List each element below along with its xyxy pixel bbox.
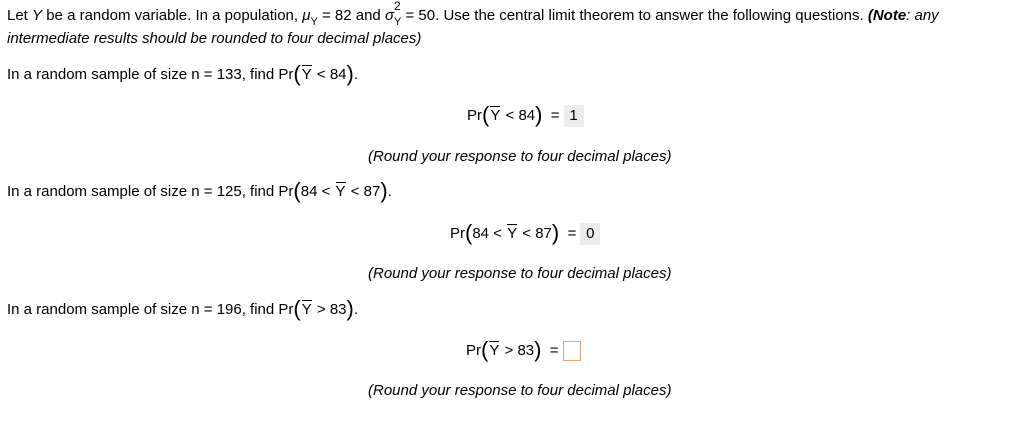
question-1-expr-after: < 84 [312,66,347,83]
problem-statement [7,0,1017,50]
question-1: In a random sample of size n = 133, find Pr(Y < 84). [7,61,359,86]
intro-text-1: Let [7,7,33,24]
question-3-prompt: In a random sample of size n = 196, find Pr [7,301,294,318]
question-2-prompt: In a random sample of size n = 125, find Pr [7,183,294,200]
sigma-char: σ [384,7,394,24]
answer-2-expr-after: < 87 [518,225,552,242]
ybar-symbol: Y [490,107,501,124]
round-note-1: (Round your response to four decimal places) [368,148,672,165]
question-1-prompt: In a random sample of size n = 133, find Pr [7,66,294,83]
variable-y: Y [32,7,43,24]
round-note-3: (Round your response to four decimal places) [368,382,672,399]
answer-2-prefix: Pr [450,225,465,242]
mu-subscript: Y [310,16,318,28]
ybar-symbol: Y [301,66,312,83]
question-2-expr-after: < 87 [346,183,381,200]
question-2-end: . [387,183,392,200]
mu-value: = 82 and [317,7,385,24]
ybar-symbol: Y [301,301,312,318]
answer-3-equals: = [549,341,559,359]
sigma-superscript: 2 [393,0,401,13]
mu-symbol: μ [302,7,311,24]
answer-3-expr-after: > 83 [500,341,535,359]
question-3-expr-after: > 83 [312,301,347,318]
sigma-subscript: Y [393,16,402,28]
intro-text-3: = 50. Use the central limit theorem to answer the following questions. [401,7,868,24]
intro-text-2: be a random variable. In a population, [42,7,303,24]
question-1-end: . [353,66,359,83]
answer-3-input[interactable] [563,341,581,361]
ybar-symbol: Y [489,341,500,359]
ybar-symbol: Y [335,183,346,200]
answer-1-field[interactable]: 1 [564,105,584,127]
answer-2-expr-before: 84 < [472,225,507,242]
answer-2-row: Pr(84 < Y < 87) = 0 [450,223,600,245]
answer-1-expr-after: < 84 [501,107,536,124]
question-3: In a random sample of size n = 196, find Pr(Y > 83). [7,296,359,321]
answer-1-equals: = [550,107,560,124]
answer-2-equals: = [567,225,577,242]
answer-3-row: Pr(Y > 83) = [466,341,581,361]
question-2: In a random sample of size n = 125, find Pr(84 < Y < 87). [7,178,392,203]
ybar-symbol: Y [507,225,518,242]
answer-2-field[interactable]: 0 [580,223,600,245]
note-label: (Note [867,7,907,24]
sigma-symbol [384,0,402,28]
note-text: : any intermediate results should be rounded to four decimal places) [7,7,939,47]
question-2-expr-before: 84 < [300,183,335,200]
answer-3-prefix: Pr [466,341,481,359]
round-note-2: (Round your response to four decimal places) [368,265,672,282]
question-3-end: . [353,301,359,318]
answer-1-prefix: Pr [467,107,482,124]
answer-1-row: Pr(Y < 84) = 1 [467,105,584,127]
